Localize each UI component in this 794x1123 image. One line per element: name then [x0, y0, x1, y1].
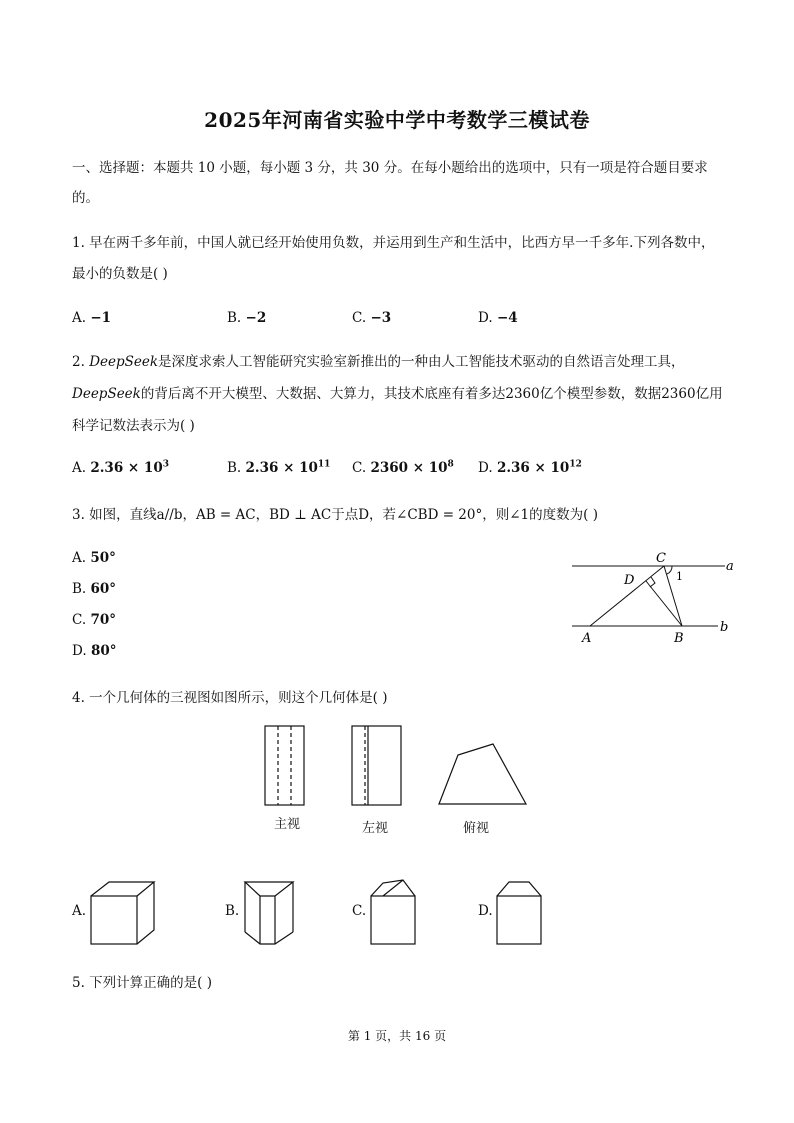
- label-d: D: [624, 573, 635, 588]
- q2-number: 2.: [72, 354, 85, 370]
- top-view-trapezoid: [439, 744, 526, 804]
- q4-option-d-solid[interactable]: [494, 876, 550, 948]
- page-footer: 第 1 页，共 16 页: [347, 1029, 447, 1043]
- label-line-b: b: [720, 620, 729, 635]
- q4-option-a-letter[interactable]: A.: [72, 903, 87, 919]
- option-value: $2.36 \times 10^{12}$: [496, 459, 582, 476]
- option-value: −1: [90, 310, 112, 326]
- option-value: 50°: [90, 550, 116, 566]
- q4-option-c-letter[interactable]: C.: [352, 903, 367, 919]
- q4-text: 4. 一个几何体的三视图如图所示，则这个几何体是( ): [72, 690, 388, 706]
- view-label-top: 俯视: [463, 821, 490, 836]
- option-value: $2.36 \times 10^3$: [90, 459, 169, 476]
- q2-text-line2: [72, 384, 723, 404]
- q2-text-line3: 科学记数法表示为( ): [72, 418, 195, 434]
- q1-option-a[interactable]: [72, 310, 111, 326]
- q2-line2-rest: 的背后离不开大模型、大数据、大算力，其技术底座有着多达2360亿个模型参数，数据2360亿用: [140, 386, 723, 402]
- q1-text-line1: 1. 早在两千多年前，中国人就已经开始使用负数，并运用到生产和生活中，比西方早一千多年.下列各数中，: [72, 235, 715, 251]
- left-view-rect: [352, 726, 401, 805]
- q2-option-c[interactable]: [352, 460, 454, 476]
- q2-term: DeepSeek: [72, 386, 141, 402]
- option-value: $2.36 \times 10^{11}$: [245, 459, 331, 476]
- option-letter: C.: [352, 460, 367, 476]
- q3-text: 3. 如图，直线a//b，AB = AC，BD ⊥ AC于点D，若∠CBD = 20°，则∠1的度数为( ): [72, 507, 598, 523]
- view-label-left: 左视: [362, 821, 389, 836]
- q2-text-line1: [72, 352, 685, 372]
- q3-option-b[interactable]: [72, 581, 116, 597]
- q4-option-b-solid[interactable]: [240, 880, 300, 948]
- option-value: 60°: [90, 581, 117, 597]
- option-value: −3: [370, 310, 392, 326]
- option-letter: C.: [72, 612, 87, 628]
- front-view-rect: [265, 726, 304, 805]
- option-letter: D.: [478, 310, 493, 326]
- option-value: −4: [496, 310, 518, 326]
- q4-option-d-letter[interactable]: D.: [478, 903, 493, 919]
- label-line-a: a: [726, 559, 734, 574]
- option-letter: A.: [72, 550, 87, 566]
- option-letter: B.: [227, 310, 242, 326]
- q1-option-d[interactable]: [478, 310, 518, 326]
- label-angle-1: 1: [676, 570, 683, 583]
- segment-bd: [646, 581, 682, 626]
- q2-term: DeepSeek: [89, 354, 159, 370]
- q1-text-line2: 最小的负数是( ): [72, 266, 168, 282]
- option-letter: C.: [352, 310, 367, 326]
- q2-option-d[interactable]: [478, 460, 582, 476]
- option-value: −2: [245, 310, 267, 326]
- q1-option-c[interactable]: [352, 310, 391, 326]
- q3-geometry-figure: [560, 548, 740, 650]
- option-letter: B.: [72, 581, 87, 597]
- view-label-front: 主视: [274, 817, 301, 832]
- section-heading-line1: 一、选择题：本题共 10 小题，每小题 3 分，共 30 分。在每小题给出的选项中，只有一项是符合题目要求: [72, 160, 708, 176]
- angle-1-arc: [667, 566, 672, 574]
- page-title: 2025年河南省实验中学中考数学三模试卷: [204, 108, 590, 132]
- right-angle-mark: [650, 577, 655, 587]
- option-value: 70°: [90, 612, 116, 628]
- option-letter: A.: [72, 460, 87, 476]
- option-letter: D.: [72, 643, 87, 659]
- label-c: C: [656, 551, 666, 566]
- q4-option-c-solid[interactable]: [368, 876, 424, 948]
- q2-option-a[interactable]: [72, 460, 169, 476]
- q3-option-a[interactable]: [72, 550, 116, 566]
- q3-option-d[interactable]: [72, 643, 116, 659]
- label-a: A: [582, 631, 592, 646]
- q3-option-c[interactable]: [72, 612, 116, 628]
- q1-option-b[interactable]: [227, 310, 266, 326]
- q4-option-b-letter[interactable]: B.: [225, 903, 240, 919]
- q2-option-b[interactable]: [227, 460, 330, 476]
- label-b: B: [674, 631, 684, 646]
- q5-text: 5. 下列计算正确的是( ): [72, 975, 212, 991]
- option-letter: B.: [227, 460, 242, 476]
- q4-option-a-solid[interactable]: [88, 880, 158, 948]
- option-letter: D.: [478, 460, 493, 476]
- section-heading-line2: 的。: [72, 190, 99, 206]
- q2-line1-rest: 是深度求索人工智能研究实验室新推出的一种由人工智能技术驱动的自然语言处理工具，: [158, 354, 685, 370]
- option-letter: A.: [72, 310, 87, 326]
- option-value: $2360 \times 10^8$: [370, 459, 454, 476]
- option-value: 80°: [90, 643, 117, 659]
